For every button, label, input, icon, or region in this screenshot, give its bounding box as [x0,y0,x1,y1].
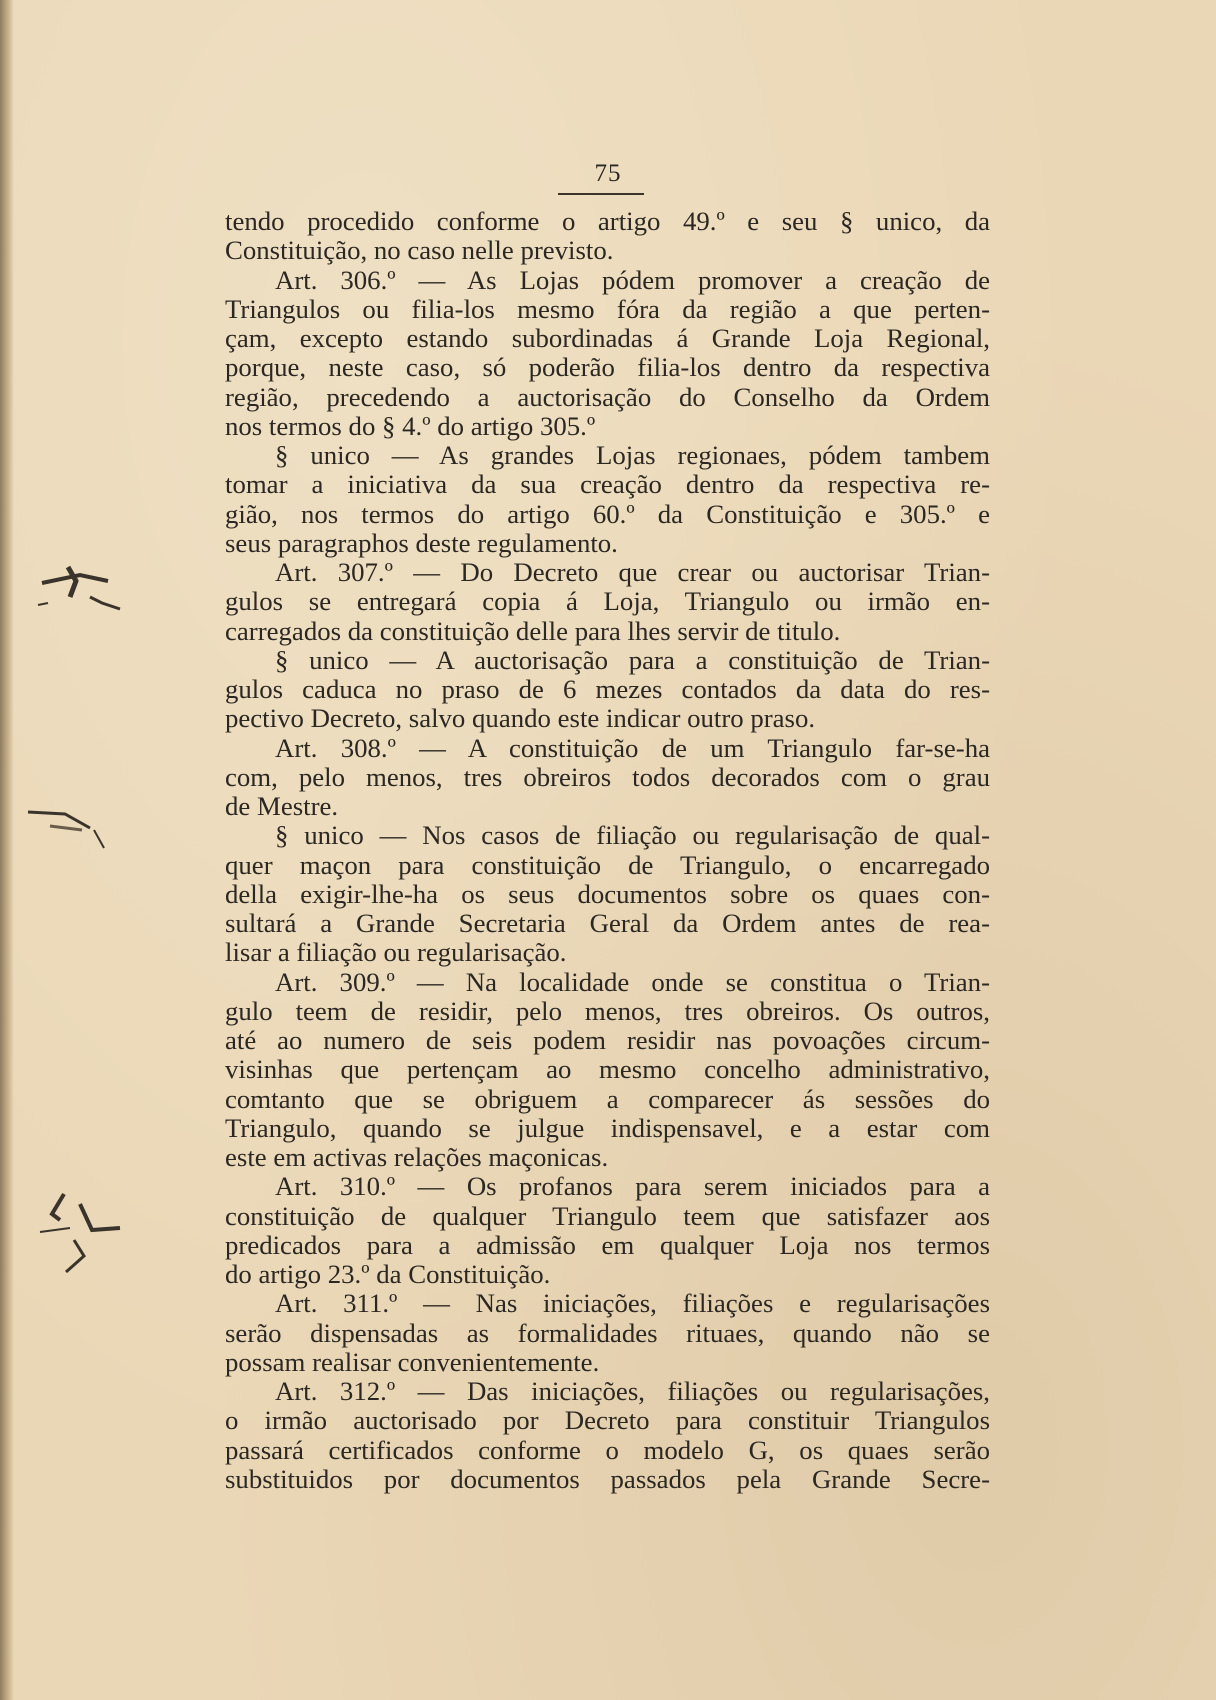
text-line: Art. 307.º — Do Decreto que crear ou auctorisar Trian- [275,557,990,587]
text-line: tendo procedido conforme o artigo 49.º e seu § unico, da [225,206,990,236]
text-line: Triangulos ou filia-los mesmo fóra da região a que perten- [225,293,990,324]
text-line: serão dispensadas as formalidades rituaes, quando não se [225,1317,990,1348]
text-line: possam realisar convenientemente. [225,1346,600,1377]
text-line: § unico — Nos casos de filiação ou regularisação de qual- [275,820,990,851]
page-body-text [225,207,990,1494]
text-line: até ao numero de seis podem residir nas povoações circum- [225,1025,990,1055]
text-line: Art. 308.º — A constituição de um Triangulo far-se-ha [275,732,990,763]
text-line: § unico — As grandes Lojas regionaes, pódem tambem [275,440,990,470]
text-line: quer maçon para constituição de Triangulo, o encarregado [225,849,990,880]
text-line: passará certificados conforme o modelo G, os quaes serão [225,1434,990,1465]
text-line: gulos caduca no praso de 6 mezes contados da data do res- [225,674,990,704]
text-line: gulo teem de residir, pelo menos, tres obreiros. Os outros, [225,995,990,1026]
margin-ink-mark-bottom [30,1180,130,1280]
text-line: Art. 309.º — Na localidade onde se constitua o Trian- [275,966,990,997]
text-line: constituição de qualquer Triangulo teem que satisfazer aos [225,1200,990,1231]
text-line: Constituição, no caso nelle previsto. [225,235,614,266]
text-line: tomar a iniciativa da sua creação dentro da respectiva re- [225,469,990,500]
text-line: de Mestre. [225,791,339,821]
text-line: Triangulo, quando se julgue indispensavel, e a estar com [225,1112,990,1143]
text-line: este em activas relações maçonicas. [225,1142,609,1172]
text-line: della exigir-lhe-ha os seus documentos sobre os quaes con- [225,878,990,909]
text-line: gulos se entregará copia á Loja, Triangulo ou irmão en- [225,586,990,617]
text-line: sultará a Grande Secretaria Geral da Ordem antes de rea- [225,908,990,938]
margin-ink-mark-middle [10,800,110,860]
page-number: 75 [594,160,622,187]
text-line: com, pelo menos, tres obreiros todos decorados com o grau [225,761,990,792]
text-line: substituidos por documentos passados pela Grande Secre- [225,1463,990,1494]
text-line: porque, neste caso, só poderão filia-los dentro da respectiva [225,352,990,383]
text-line: comtanto que se obriguem a comparecer ás sessões do [225,1083,990,1114]
page-number-rule [558,193,644,195]
text-line: visinhas que pertençam ao mesmo concelho administrativo, [225,1054,990,1085]
text-line: nos termos do § 4.º do artigo 305.º [225,410,596,441]
text-line: Art. 306.º — As Lojas pódem promover a creação de [275,264,990,295]
text-line: seus paragraphos deste regulamento. [225,527,618,558]
text-line: predicados para a admissão em qualquer Loja nos termos [225,1229,990,1260]
text-line: o irmão auctorisado por Decreto para constituir Triangulos [225,1405,990,1436]
text-line: § unico — A auctorisação para a constituição de Trian- [275,644,990,675]
text-line: carregados da constituição delle para lhes servir de titulo. [225,615,841,646]
text-line: lisar a filiação ou regularisação. [225,937,567,968]
text-line: Art. 311.º — Nas iniciações, filiações e regularisações [275,1288,990,1319]
margin-ink-mark-top [30,545,125,620]
text-line: do artigo 23.º da Constituição. [225,1259,551,1289]
text-line: região, precedendo a auctorisação do Conselho da Ordem [225,381,990,412]
text-line: pectivo Decreto, salvo quando este indicar outro praso. [225,703,816,734]
text-line: çam, excepto estando subordinadas á Grande Loja Regional, [225,323,990,353]
text-line: Art. 312.º — Das iniciações, filiações ou regularisações, [275,1376,990,1406]
text-line: gião, nos termos do artigo 60.º da Constituição e 305.º e [225,498,990,529]
text-line: Art. 310.º — Os profanos para serem iniciados para a [275,1171,990,1202]
